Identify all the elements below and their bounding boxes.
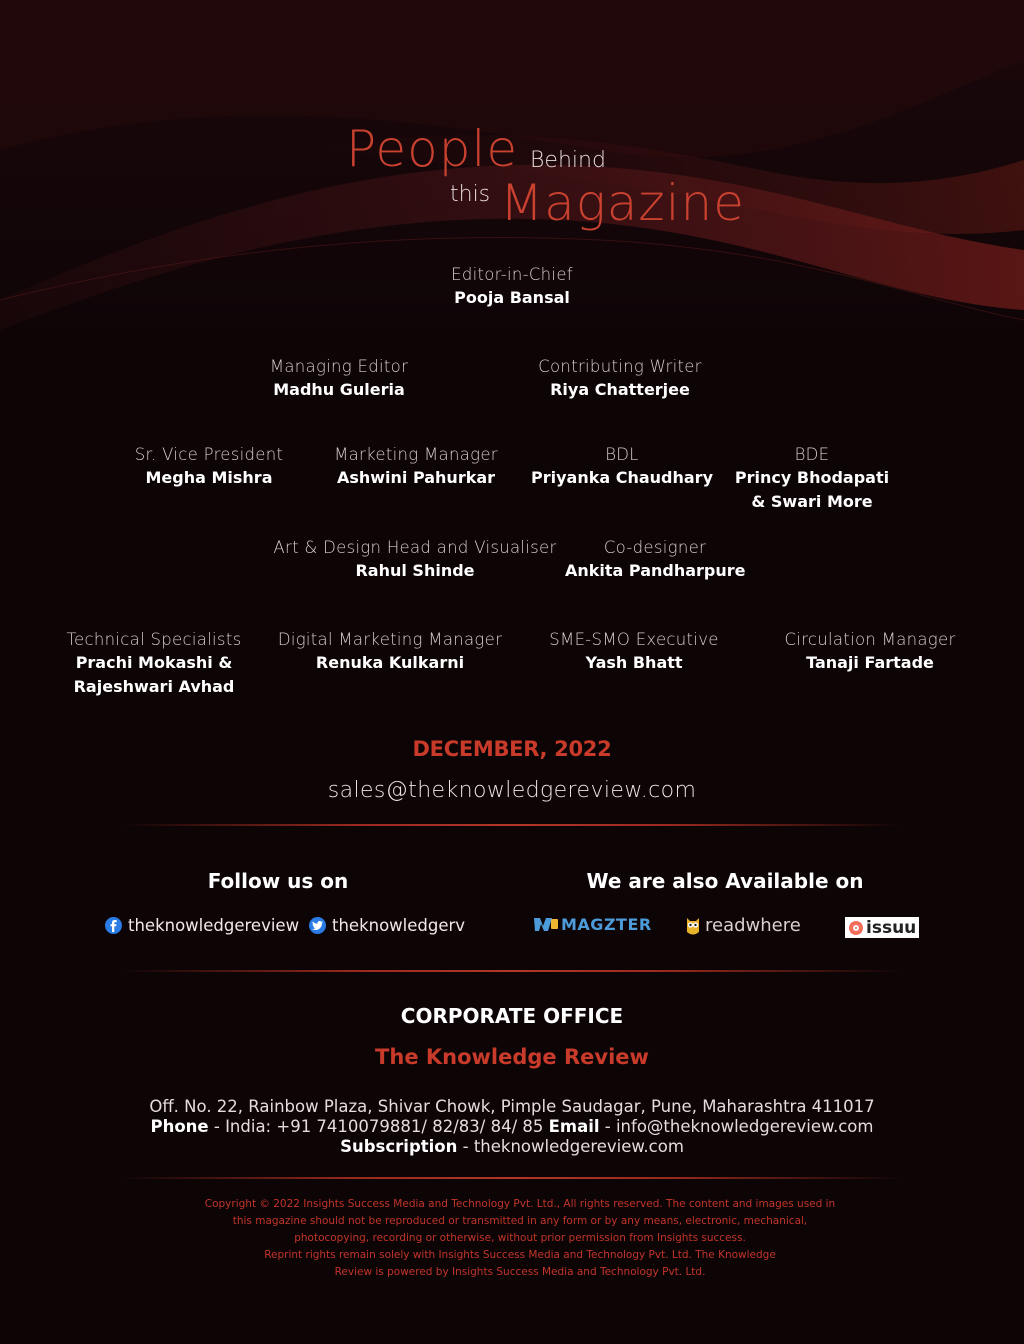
email-label: Email — [548, 1117, 600, 1136]
copyright-line: photocopying, recording or otherwise, without prior permission from Insights success. — [294, 1232, 746, 1244]
credit-role: Circulation Manager — [784, 630, 956, 649]
copyright-notice — [190, 1196, 850, 1281]
credit-role: Technical Specialists — [66, 630, 242, 649]
copyright-line: Copyright © 2022 Insights Success Media and Technology Pvt. Ltd., All rights reserved. The content and images used in — [204, 1198, 836, 1210]
issuu-icon — [849, 921, 863, 935]
credit-sme-smo-executive — [534, 630, 734, 675]
credit-name: Ashwini Pahurkar — [336, 468, 496, 487]
credit-role: Contributing Writer — [538, 357, 702, 376]
readwhere-label: readwhere — [705, 915, 801, 936]
readwhere-logo[interactable] — [685, 915, 801, 936]
owl-icon — [685, 916, 701, 936]
credit-contributing-writer — [510, 357, 730, 402]
credit-name-line: & Swari More — [751, 492, 873, 511]
credit-name — [727, 466, 897, 514]
credit-role: Art & Design Head and Visualiser — [273, 538, 557, 557]
credit-name: Yash Bhatt — [585, 653, 683, 672]
follow-heading: Follow us on — [207, 869, 349, 893]
phone-value: - India: +91 7410079881/ 82/83/ 84/ 85 — [208, 1117, 549, 1136]
divider — [120, 1177, 904, 1179]
issue-date: DECEMBER, 2022 — [412, 737, 612, 761]
credit-name: Megha Mishra — [145, 468, 273, 487]
subscription-link[interactable]: - theknowledgereview.com — [457, 1137, 684, 1156]
sales-email-link[interactable]: sales@theknowledgereview.com — [327, 778, 697, 803]
credit-role: Editor-in-Chief — [451, 265, 573, 284]
credit-name: Riya Chatterjee — [550, 380, 690, 399]
title-magazine: Magazine — [500, 174, 746, 232]
credit-sr-vice-president — [114, 445, 304, 490]
title-people: People — [346, 120, 519, 178]
office-address: Off. No. 22, Rainbow Plaza, Shivar Chowk, Pimple Saudagar, Pune, Maharashtra 411017 — [149, 1097, 875, 1116]
copyright-line: this magazine should not be reproduced or transmitted in any form or by any means, electronic, mechanical, — [232, 1215, 808, 1227]
credit-role: Co-designer — [603, 538, 707, 557]
title-behind: Behind — [530, 148, 606, 173]
credit-name: Renuka Kulkarni — [315, 653, 465, 672]
magzter-label: MAGZTER — [561, 915, 652, 934]
credit-role: BDL — [605, 445, 639, 464]
credit-name: Priyanka Chaudhary — [530, 468, 713, 487]
magzter-icon — [534, 918, 558, 931]
facebook-link[interactable] — [105, 916, 299, 935]
credit-circulation-manager — [765, 630, 975, 675]
credit-name-line: Prachi Mokashi & — [75, 653, 233, 672]
facebook-icon — [105, 917, 122, 934]
phone-label: Phone — [150, 1117, 209, 1136]
credit-role: Digital Marketing Manager — [277, 630, 503, 649]
credit-role: Marketing Manager — [334, 445, 498, 464]
credit-managing-editor — [239, 357, 439, 402]
available-heading: We are also Available on — [586, 869, 864, 893]
credit-name-line: Princy Bhodapati — [734, 468, 890, 487]
contact-line — [0, 1117, 1024, 1136]
twitter-link[interactable] — [309, 916, 465, 935]
credit-technical-specialists — [54, 630, 254, 699]
twitter-icon — [309, 917, 326, 934]
credit-editor-in-chief — [412, 265, 612, 310]
divider — [120, 970, 904, 972]
twitter-handle: theknowledgerv — [332, 916, 466, 935]
credit-name: Rahul Shinde — [355, 561, 475, 580]
credit-name: Ankita Pandharpure — [565, 561, 746, 580]
subscription-label: Subscription — [340, 1137, 458, 1156]
credit-name: Madhu Guleria — [273, 380, 405, 399]
contact-email-link[interactable]: - info@theknowledgereview.com — [599, 1117, 874, 1136]
credit-role: SME-SMO Executive — [549, 630, 719, 649]
company-name: The Knowledge Review — [375, 1045, 649, 1069]
corporate-office-heading: CORPORATE OFFICE — [400, 1004, 624, 1028]
credit-art-design-head — [265, 538, 565, 583]
credit-co-designer — [565, 538, 745, 583]
credit-name-line: Rajeshwari Avhad — [73, 677, 235, 696]
credit-marketing-manager — [316, 445, 516, 490]
credit-name: Pooja Bansal — [454, 288, 570, 307]
magzter-logo[interactable] — [534, 915, 652, 934]
page-title — [0, 118, 1024, 238]
credit-name — [54, 651, 254, 699]
title-this: this — [450, 182, 491, 207]
credit-bde — [727, 445, 897, 514]
credit-name: Tanaji Fartade — [806, 653, 934, 672]
subscription-line — [0, 1137, 1024, 1156]
credit-digital-marketing-manager — [265, 630, 515, 675]
facebook-handle: theknowledgereview — [128, 916, 300, 935]
credit-role: Managing Editor — [269, 357, 409, 376]
issuu-logo[interactable] — [845, 917, 919, 938]
credit-bdl — [527, 445, 717, 490]
credit-role: Sr. Vice President — [134, 445, 284, 464]
credit-role: BDE — [794, 445, 830, 464]
copyright-line: Review is powered by Insights Success Media and Technology Pvt. Ltd. — [334, 1266, 706, 1278]
issuu-label: issuu — [866, 917, 917, 938]
copyright-line: Reprint rights remain solely with Insights Success Media and Technology Pvt. Ltd. The Knowledge — [264, 1249, 776, 1261]
divider — [120, 824, 904, 826]
